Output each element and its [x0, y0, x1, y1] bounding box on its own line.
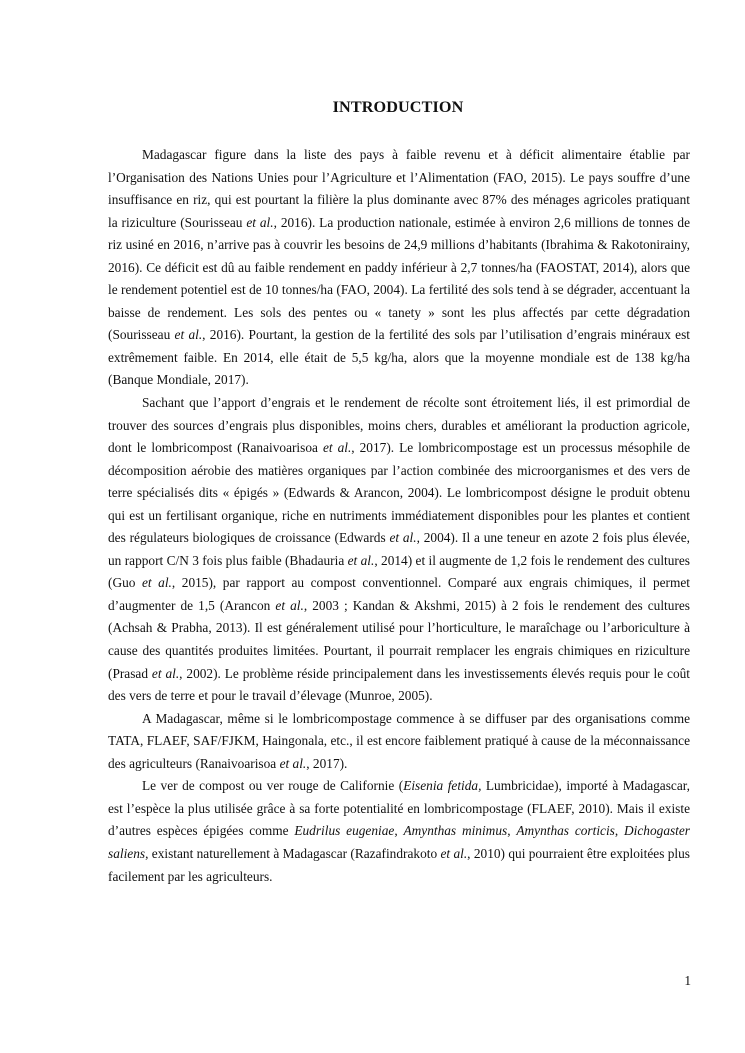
paragraph [108, 775, 690, 888]
text-run: , 2017). [306, 755, 348, 771]
italic-text-run: et al. [389, 530, 417, 546]
text-run: Le ver de compost ou ver rouge de Californie ( [142, 778, 404, 794]
italic-text-run: Amynthas corticis [516, 823, 615, 839]
text-run: , [394, 823, 404, 839]
italic-text-run: Amynthas minimus [403, 823, 508, 839]
text-run: , 2016). La production nationale, estimée à environ 2,6 millions de tonnes de riz usiné en 2016, n’arrive pas à couvrir les besoins de 24,9 millions d’habitants (Ibrahima & Rakotonirainy, 2016). Ce déficit est dû au faible rendement en paddy inférieur à 2,7 tonnes/ha (FAOSTAT, 2014), alors que le rendement potentiel est de 10 tonnes/ha (FAO, 2004). La fertilité des sols tend à se dégrader, accentuant la baisse de rendement. Les sols des pentes ou « tanety » sont les plus affectés par cette dégradation (Sourisseau [108, 214, 690, 343]
text-run: , 2015), par rapport au compost conventionnel. Comparé aux engrais chimiques, il permet d’augmenter de 1,5 (Arancon [108, 575, 690, 613]
text-run: Sachant que l’apport d’engrais et le rendement de récolte sont étroitement liés, il est primordial de trouver des sources d’engrais plus disponibles, moins chers, durables et améliorant la production agricole, dont le lombricompost (Ranaivoarisoa [108, 395, 690, 456]
text-run: , 2003 ; Kandan & Akshmi, 2015) à 2 fois le rendement des cultures (Achsah & Prabha, 2013). Il est généralement utilisé pour l’horticulture, le maraîchage ou l’arboriculture à cause des quantités produites limitées. Pourtant, il pourrait remplacer les engrais chimiques en riziculture (Prasad [108, 597, 690, 681]
paragraph [108, 144, 690, 392]
italic-text-run: et al. [275, 597, 304, 613]
paragraph [108, 392, 690, 708]
text-run: , 2017). Le lombricompostage est un processus mésophile de décomposition aérobie des matières organiques par l’action combinée des microorganismes et des vers de terre spécialisés dits « épigés » (Edwards & Arancon, 2004). Le lombricompost désigne le produit obtenu qui est un fertilisant organique, riche en nutriments immédiatement disponibles pour les plantes et contient des régulateurs biologiques de croissance (Edwards [108, 440, 690, 546]
italic-text-run: et al. [151, 665, 180, 681]
text-run: Lumbricidae), importé à Madagascar, est l’espèce la plus utilisée grâce à sa forte potentialité en lombricompostage (FLAEF, 2010). Mais il existe d’autres espèces épigées comme [108, 778, 690, 839]
italic-text-run: Dichogaster saliens [108, 823, 691, 861]
italic-text-run: et al. [322, 440, 352, 456]
text-run: , 2002). Le problème réside principalement dans les investissements élevés requis pour le coût des vers de terre et pour le travail d’élevage (Munroe, 2005). [108, 665, 690, 704]
page-number: 1 [684, 973, 691, 988]
italic-text-run: et al. [246, 214, 274, 230]
text-run: , [507, 823, 517, 839]
body-text [108, 144, 690, 888]
text-run: , 2014) et il augmente de 1,2 fois le rendement des cultures (Guo [108, 552, 690, 591]
text-run: , 2016). Pourtant, la gestion de la fertilité des sols par l’utilisation d’engrais minéraux est extrêmement faible. En 2014, elle était de 5,5 kg/ha, alors que la moyenne mondiale est de 138 kg/ha (Banque Mondiale, 2017). [108, 327, 690, 388]
text-run: , 2004). Il a une teneur en azote 2 fois plus élevée, un rapport C/N 3 fois plus faible (Bhadauria [108, 530, 690, 568]
text-run: , existant naturellement à Madagascar (Razafindrakoto [145, 845, 441, 861]
paragraph [108, 708, 690, 776]
italic-text-run: Eisenia fetida, [403, 778, 482, 794]
text-run: A Madagascar, même si le lombricompostage commence à se diffuser par des organisations comme TATA, FLAEF, SAF/FJKM, Haingonala, etc., il est encore faiblement pratiqué à cause de la méconnaissance des agriculteurs (Ranaivoarisoa [108, 710, 690, 771]
page-title: INTRODUCTION [332, 98, 464, 116]
text-run: , 2010) qui pourraient être exploitées plus facilement par les agriculteurs. [108, 845, 690, 884]
text-run: , [614, 823, 625, 839]
italic-text-run: et al. [279, 755, 307, 771]
italic-text-run: et al. [174, 327, 203, 343]
italic-text-run: Eudrilus eugeniae [294, 823, 395, 839]
italic-text-run: et al. [141, 575, 172, 591]
italic-text-run: et al. [440, 845, 468, 861]
italic-text-run: et al. [347, 552, 375, 568]
text-run: Madagascar figure dans la liste des pays à faible revenu et à déficit alimentaire établie par l’Organisation des Nations Unies pour l’Agriculture et l’Alimentation (FAO, 2015). Le pays souffre d’une insuffisance en riz, qui est pourtant la filière la plus dominante avec 87% des ménages agricoles pratiquant la riziculture (Sourisseau [108, 147, 690, 230]
